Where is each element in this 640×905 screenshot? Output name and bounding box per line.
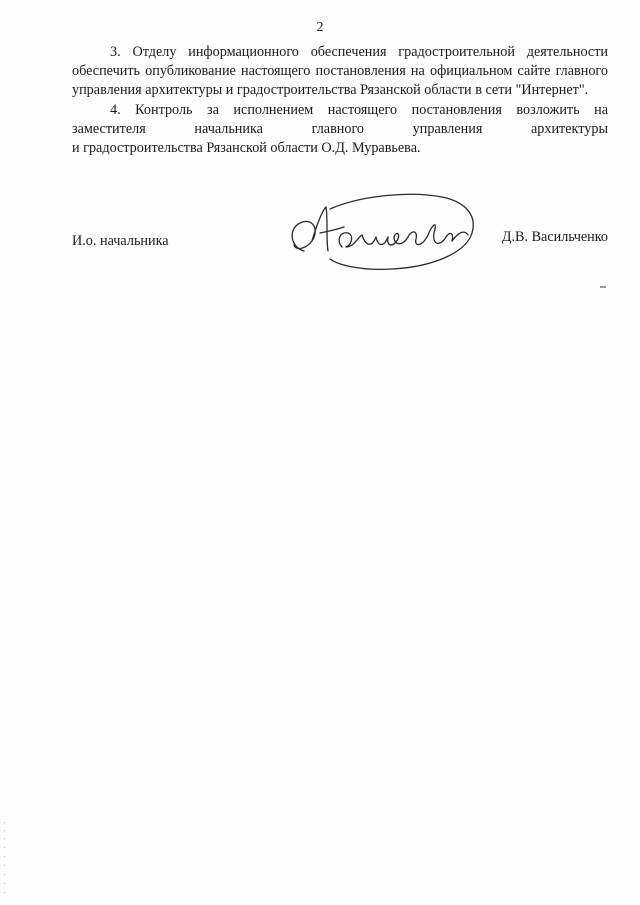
- scan-artifact-mark: [600, 286, 606, 288]
- paragraph-4-first-lines: 4. Контроль за исполнением настоящего постановления возложить на заместителя начальника главного управления архитектуры: [72, 101, 608, 137]
- signer-name: Д.В. Васильченко: [501, 229, 608, 245]
- handwritten-signature: [282, 189, 482, 279]
- paragraph-4-tail: и градостроительства Рязанской области О.Д. Муравьева.: [72, 140, 421, 157]
- signer-title: И.о. начальника: [72, 233, 169, 249]
- page-number: 2: [316, 20, 324, 35]
- paragraph-3: 3. Отделу информационного обеспечения градостроительной деятельности обеспечить опубликование настоящего постановления на официальном сайте главного управления архитектуры и градостроительства Рязанской области в сети "Интернет".: [72, 44, 608, 99]
- document-body: [72, 43, 608, 158]
- scan-artifact-dots: [3, 820, 6, 900]
- signature-block: [72, 229, 608, 269]
